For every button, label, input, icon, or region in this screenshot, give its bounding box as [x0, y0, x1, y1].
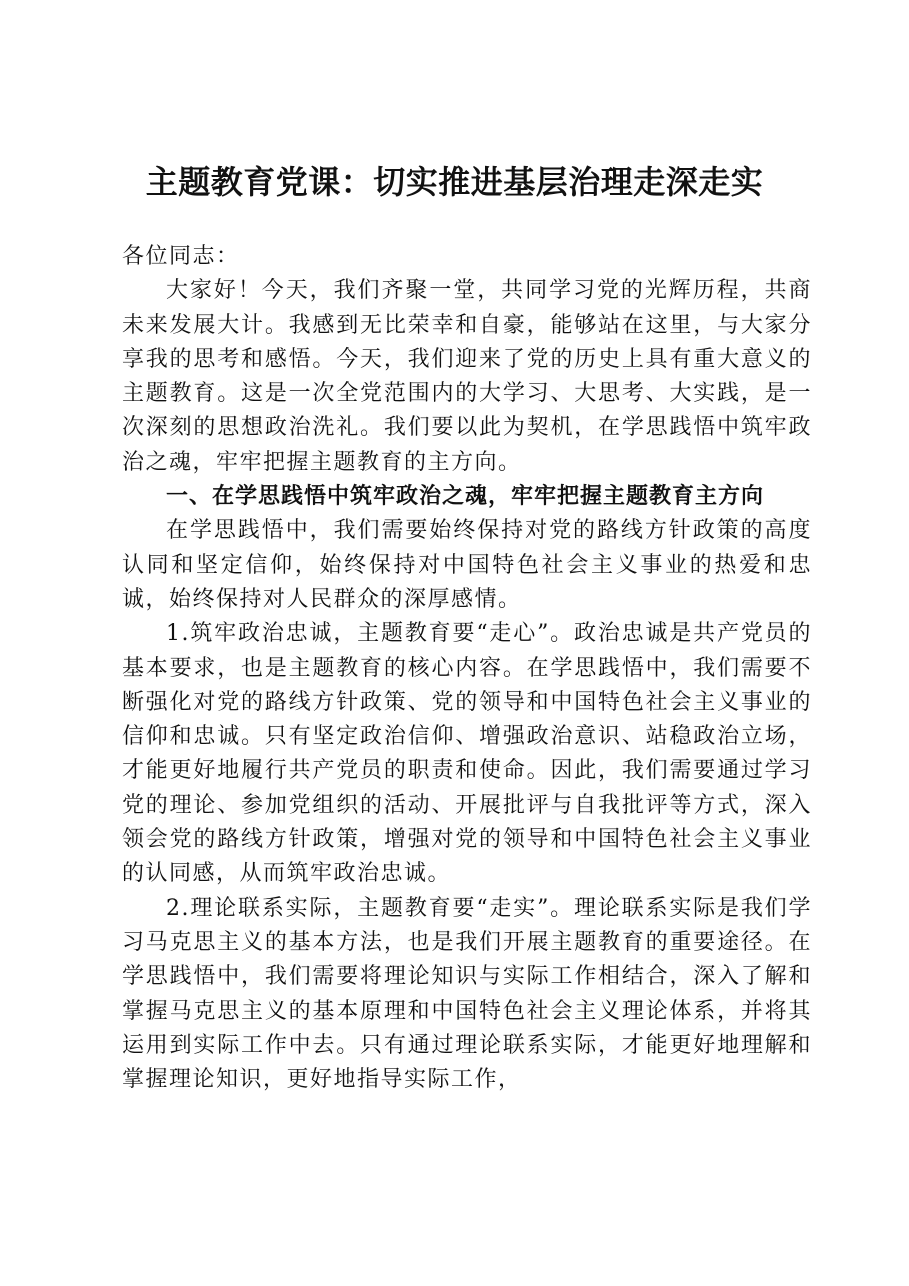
paragraph-opening: 大家好！今天，我们齐聚一堂，共同学习党的光辉历程，共商未来发展大计。我感到无比荣幸和自豪，能够站在这里，与大家分享我的思考和感悟。今天，我们迎来了党的历史上具有重大意义的主题教育。这是一次全党范围内的大学习、大思考、大实践，是一次深刻的思想政治洗礼。我们要以此为契机，在学思践悟中筑牢政治之魂，牢牢把握主题教育的主方向。 — [122, 278, 812, 475]
document-title: 主题教育党课：切实推进基层治理走深走实 — [145, 163, 764, 201]
salutation: 各位同志： — [122, 244, 240, 269]
paragraph-point-2: 2.理论联系实际，主题教育要“走实”。理论联系实际是我们学习马克思主义的基本方法，也是我们开展主题教育的重要途径。在学思践悟中，我们需要将理论知识与实际工作相结合，深入了解和掌握马克思主义的基本原理和中国特色社会主义理论体系，并将其运用到实际工作中去。只有通过理论联系实际，才能更好地理解和掌握理论知识，更好地指导实际工作， — [122, 895, 812, 1093]
section-heading: 一、在学思践悟中筑牢政治之魂，牢牢把握主题教育主方向 — [166, 484, 765, 510]
paragraph-intro: 在学思践悟中，我们需要始终保持对党的路线方针政策的高度认同和坚定信仰，始终保持对中国特色社会主义事业的热爱和忠诚，始终保持对人民群众的深厚感情。 — [122, 518, 812, 612]
paragraph-point-1: 1.筑牢政治忠诚，主题教育要“走心”。政治忠诚是共产党员的基本要求，也是主题教育的核心内容。在学思践悟中，我们需要不断强化对党的路线方针政策、党的领导和中国特色社会主义事业的信仰和忠诚。只有坚定政治信仰、增强政治意识、站稳政治立场，才能更好地履行共产党员的职责和使命。因此，我们需要通过学习党的理论、参加党组织的活动、开展批评与自我批评等方式，深入领会党的路线方针政策，增强对党的领导和中国特色社会主义事业的认同感，从而筑牢政治忠诚。 — [122, 621, 812, 887]
document-body — [122, 240, 812, 1097]
